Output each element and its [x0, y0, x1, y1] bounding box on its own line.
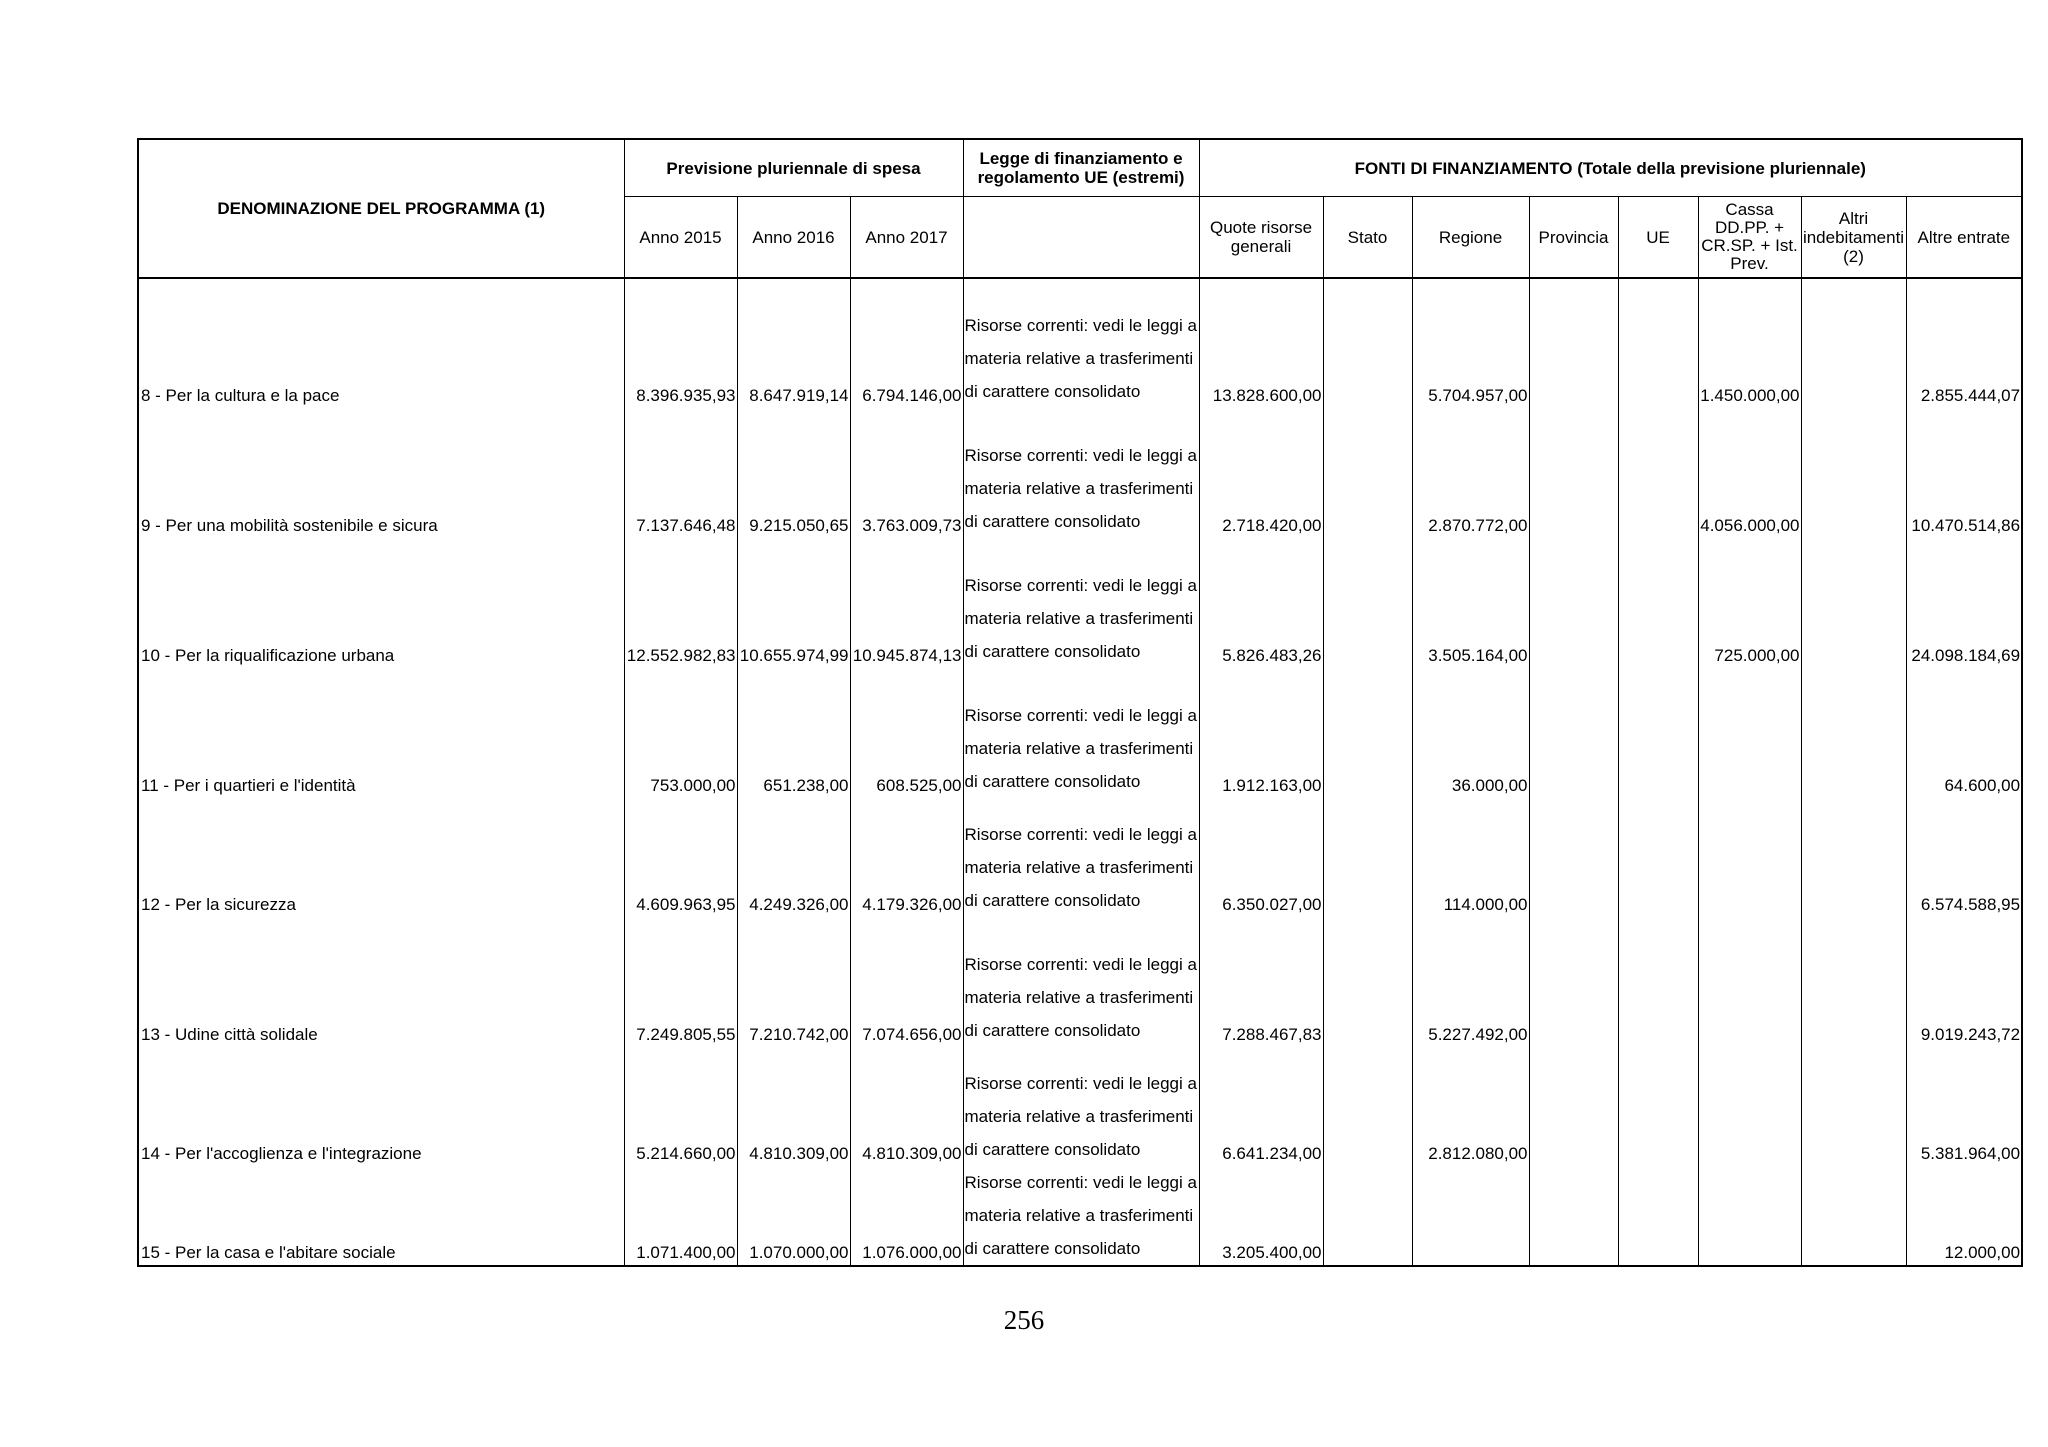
- law-header-line2: regolamento UE (estremi): [977, 168, 1185, 187]
- law-text-line2: materia relative a trasferimenti: [964, 1206, 1194, 1225]
- funding-altre-cell: 5.381.964,00: [1906, 1047, 2022, 1166]
- funding-quote-cell: 5.826.483,26: [1199, 538, 1323, 668]
- provincia-header: Provincia: [1529, 197, 1618, 279]
- law-header-line1: Legge di finanziamento e: [979, 149, 1183, 168]
- cassa-header-line3: CR.SP. + Ist.: [1701, 236, 1798, 255]
- funding-quote-cell: 1.912.163,00: [1199, 668, 1323, 798]
- funding-provincia-cell: [1529, 1047, 1618, 1166]
- year-2015-header: Anno 2015: [624, 197, 737, 279]
- forecast-y2017-cell: 1.076.000,00: [850, 1166, 963, 1266]
- funding-altre-cell: 12.000,00: [1906, 1166, 2022, 1266]
- forecast-y2015-cell: 7.249.805,55: [624, 917, 737, 1047]
- law-text-line2: materia relative a trasferimenti: [964, 739, 1194, 758]
- funding-stato-cell: [1323, 668, 1412, 798]
- cassa-header-line4: Prev.: [1730, 254, 1769, 273]
- law-text-line3: di carattere consolidato: [964, 1239, 1141, 1258]
- forecast-y2017-cell: 3.763.009,73: [850, 408, 963, 538]
- funding-quote-cell: 6.641.234,00: [1199, 1047, 1323, 1166]
- table-row: [138, 278, 2022, 408]
- forecast-y2017-cell: 4.810.309,00: [850, 1047, 963, 1166]
- funding-provincia-cell: [1529, 408, 1618, 538]
- funding-provincia-cell: [1529, 1166, 1618, 1266]
- forecast-y2016-cell: 4.810.309,00: [737, 1047, 850, 1166]
- funding-altri-cell: [1801, 278, 1906, 408]
- table-row: [138, 408, 2022, 538]
- funding-quote-cell: 13.828.600,00: [1199, 278, 1323, 408]
- funding-cassa-cell: [1698, 1047, 1801, 1166]
- funding-regione-cell: 5.227.492,00: [1412, 917, 1529, 1047]
- table-row: [138, 917, 2022, 1047]
- funding-altre-cell: 10.470.514,86: [1906, 408, 2022, 538]
- forecast-y2015-cell: 1.071.400,00: [624, 1166, 737, 1266]
- altri-header-line2: indebitamenti: [1802, 227, 1905, 247]
- forecast-y2015-cell: 5.214.660,00: [624, 1047, 737, 1166]
- law-cell: [963, 1047, 1199, 1166]
- funding-regione-cell: 36.000,00: [1412, 668, 1529, 798]
- law-text-line1: Risorse correnti: vedi le leggi a: [964, 825, 1197, 844]
- budget-table: [137, 138, 2023, 1267]
- funding-regione-cell: 2.812.080,00: [1412, 1047, 1529, 1166]
- law-cell: [963, 408, 1199, 538]
- funding-ue-cell: [1618, 278, 1698, 408]
- funding-altre-cell: 6.574.588,95: [1906, 798, 2022, 917]
- funding-altri-cell: [1801, 668, 1906, 798]
- quote-header-line1: Quote risorse: [1209, 218, 1313, 237]
- program-rows: [138, 278, 2022, 1266]
- funding-quote-cell: 7.288.467,83: [1199, 917, 1323, 1047]
- funding-cassa-cell: [1698, 917, 1801, 1047]
- regione-header: Regione: [1412, 197, 1529, 279]
- funding-stato-cell: [1323, 1047, 1412, 1166]
- funding-regione-cell: 3.505.164,00: [1412, 538, 1529, 668]
- law-cell: [963, 798, 1199, 917]
- program-name-cell: 13 - Udine città solidale: [138, 917, 624, 1047]
- law-text-line2: materia relative a trasferimenti: [964, 858, 1194, 877]
- law-header: [963, 139, 1199, 197]
- funding-provincia-cell: [1529, 278, 1618, 408]
- funding-stato-cell: [1323, 538, 1412, 668]
- ue-header: UE: [1618, 197, 1698, 279]
- funding-altri-cell: [1801, 917, 1906, 1047]
- forecast-y2015-cell: 7.137.646,48: [624, 408, 737, 538]
- funding-group-header: [1199, 139, 2022, 197]
- law-text-line3: di carattere consolidato: [964, 382, 1141, 401]
- forecast-y2016-cell: 10.655.974,99: [737, 538, 850, 668]
- funding-altre-cell: 24.098.184,69: [1906, 538, 2022, 668]
- law-text-line1: Risorse correnti: vedi le leggi a: [964, 576, 1197, 595]
- funding-stato-cell: [1323, 1166, 1412, 1266]
- forecast-y2016-cell: 1.070.000,00: [737, 1166, 850, 1266]
- funding-altre-cell: 2.855.444,07: [1906, 278, 2022, 408]
- law-text-line1: Risorse correnti: vedi le leggi a: [964, 955, 1197, 974]
- forecast-y2015-cell: 753.000,00: [624, 668, 737, 798]
- cassa-header: [1698, 197, 1801, 279]
- forecast-group-header-text: Previsione pluriennale di spesa: [666, 158, 921, 178]
- law-cell: [963, 538, 1199, 668]
- program-name-cell: 10 - Per la riqualificazione urbana: [138, 538, 624, 668]
- law-text-line3: di carattere consolidato: [964, 1021, 1141, 1040]
- page-number: 256: [1003, 1305, 1045, 1335]
- funding-ue-cell: [1618, 408, 1698, 538]
- table-row: [138, 798, 2022, 917]
- cassa-header-line2: DD.PP. +: [1714, 218, 1785, 237]
- law-cell: [963, 278, 1199, 408]
- funding-cassa-cell: [1698, 1166, 1801, 1266]
- forecast-y2017-cell: 608.525,00: [850, 668, 963, 798]
- forecast-y2015-cell: 12.552.982,83: [624, 538, 737, 668]
- funding-cassa-cell: [1698, 798, 1801, 917]
- funding-altri-cell: [1801, 1047, 1906, 1166]
- law-text-line1: Risorse correnti: vedi le leggi a: [964, 1173, 1197, 1192]
- funding-provincia-cell: [1529, 917, 1618, 1047]
- funding-regione-cell: 5.704.957,00: [1412, 278, 1529, 408]
- funding-cassa-cell: 1.450.000,00: [1698, 278, 1801, 408]
- forecast-y2016-cell: 651.238,00: [737, 668, 850, 798]
- law-text-line3: di carattere consolidato: [964, 512, 1141, 531]
- altri-header: [1801, 197, 1906, 279]
- funding-altri-cell: [1801, 408, 1906, 538]
- funding-ue-cell: [1618, 538, 1698, 668]
- law-text-line3: di carattere consolidato: [964, 642, 1141, 661]
- forecast-y2016-cell: 4.249.326,00: [737, 798, 850, 917]
- funding-altre-cell: 9.019.243,72: [1906, 917, 2022, 1047]
- forecast-y2017-cell: 7.074.656,00: [850, 917, 963, 1047]
- law-cell: [963, 1166, 1199, 1266]
- law-text-line2: materia relative a trasferimenti: [964, 1107, 1194, 1126]
- funding-ue-cell: [1618, 668, 1698, 798]
- altri-header-line1: Altri: [1838, 208, 1869, 228]
- funding-ue-cell: [1618, 798, 1698, 917]
- funding-stato-cell: [1323, 798, 1412, 917]
- law-text-line1: Risorse correnti: vedi le leggi a: [964, 446, 1197, 465]
- funding-altri-cell: [1801, 538, 1906, 668]
- funding-altri-cell: [1801, 798, 1906, 917]
- funding-provincia-cell: [1529, 798, 1618, 917]
- law-cell: [963, 668, 1199, 798]
- altre-header: Altre entrate: [1906, 197, 2022, 279]
- law-text-line2: materia relative a trasferimenti: [964, 609, 1194, 628]
- funding-cassa-cell: 4.056.000,00: [1698, 408, 1801, 538]
- funding-regione-cell: 2.870.772,00: [1412, 408, 1529, 538]
- forecast-y2016-cell: 8.647.919,14: [737, 278, 850, 408]
- quote-header: [1199, 197, 1323, 279]
- law-text-line1: Risorse correnti: vedi le leggi a: [964, 316, 1197, 335]
- funding-regione-cell: [1412, 1166, 1529, 1266]
- program-name-cell: 15 - Per la casa e l'abitare sociale: [138, 1166, 624, 1266]
- program-name-cell: 14 - Per l'accoglienza e l'integrazione: [138, 1047, 624, 1166]
- law-text-line3: di carattere consolidato: [964, 891, 1141, 910]
- forecast-group-header: [624, 139, 963, 197]
- funding-altri-cell: [1801, 1166, 1906, 1266]
- funding-ue-cell: [1618, 917, 1698, 1047]
- funding-altre-cell: 64.600,00: [1906, 668, 2022, 798]
- forecast-y2016-cell: 9.215.050,65: [737, 408, 850, 538]
- table-row: [138, 538, 2022, 668]
- law-text-line3: di carattere consolidato: [964, 1140, 1141, 1159]
- law-subheader-empty: [963, 197, 1199, 279]
- program-name-header: [138, 139, 624, 278]
- funding-stato-cell: [1323, 408, 1412, 538]
- funding-quote-cell: 3.205.400,00: [1199, 1166, 1323, 1266]
- law-text-line2: materia relative a trasferimenti: [964, 479, 1194, 498]
- header-row-1: [138, 139, 2022, 197]
- funding-regione-cell: 114.000,00: [1412, 798, 1529, 917]
- forecast-y2017-cell: 4.179.326,00: [850, 798, 963, 917]
- funding-quote-cell: 6.350.027,00: [1199, 798, 1323, 917]
- table-row: [138, 1047, 2022, 1166]
- table-row: [138, 668, 2022, 798]
- law-text-line3: di carattere consolidato: [964, 772, 1141, 791]
- program-name-cell: 9 - Per una mobilità sostenibile e sicura: [138, 408, 624, 538]
- forecast-y2017-cell: 6.794.146,00: [850, 278, 963, 408]
- funding-stato-cell: [1323, 917, 1412, 1047]
- funding-ue-cell: [1618, 1047, 1698, 1166]
- year-2017-header: Anno 2017: [850, 197, 963, 279]
- quote-header-line2: generali: [1230, 237, 1292, 256]
- program-name-cell: 12 - Per la sicurezza: [138, 798, 624, 917]
- law-text-line2: materia relative a trasferimenti: [964, 349, 1194, 368]
- funding-stato-cell: [1323, 278, 1412, 408]
- forecast-y2015-cell: 8.396.935,93: [624, 278, 737, 408]
- program-name-cell: 8 - Per la cultura e la pace: [138, 278, 624, 408]
- law-text-line1: Risorse correnti: vedi le leggi a: [964, 706, 1197, 725]
- altri-header-line3: (2): [1843, 246, 1864, 266]
- funding-cassa-cell: [1698, 668, 1801, 798]
- law-text-line1: Risorse correnti: vedi le leggi a: [964, 1074, 1197, 1093]
- funding-cassa-cell: 725.000,00: [1698, 538, 1801, 668]
- law-text-line2: materia relative a trasferimenti: [964, 988, 1194, 1007]
- cassa-header-line1: Cassa: [1725, 200, 1774, 219]
- year-2016-header: Anno 2016: [737, 197, 850, 279]
- stato-header: Stato: [1323, 197, 1412, 279]
- program-name-header-text: DENOMINAZIONE DEL PROGRAMMA (1): [217, 199, 546, 218]
- forecast-y2015-cell: 4.609.963,95: [624, 798, 737, 917]
- funding-quote-cell: 2.718.420,00: [1199, 408, 1323, 538]
- funding-provincia-cell: [1529, 668, 1618, 798]
- funding-provincia-cell: [1529, 538, 1618, 668]
- budget-sheet: [137, 138, 2021, 1267]
- program-name-cell: 11 - Per i quartieri e l'identità: [138, 668, 624, 798]
- funding-ue-cell: [1618, 1166, 1698, 1266]
- funding-group-header-text: FONTI DI FINANZIAMENTO (Totale della previsione pluriennale): [1354, 158, 1866, 178]
- forecast-y2017-cell: 10.945.874,13: [850, 538, 963, 668]
- law-cell: [963, 917, 1199, 1047]
- table-row: [138, 1166, 2022, 1266]
- forecast-y2016-cell: 7.210.742,00: [737, 917, 850, 1047]
